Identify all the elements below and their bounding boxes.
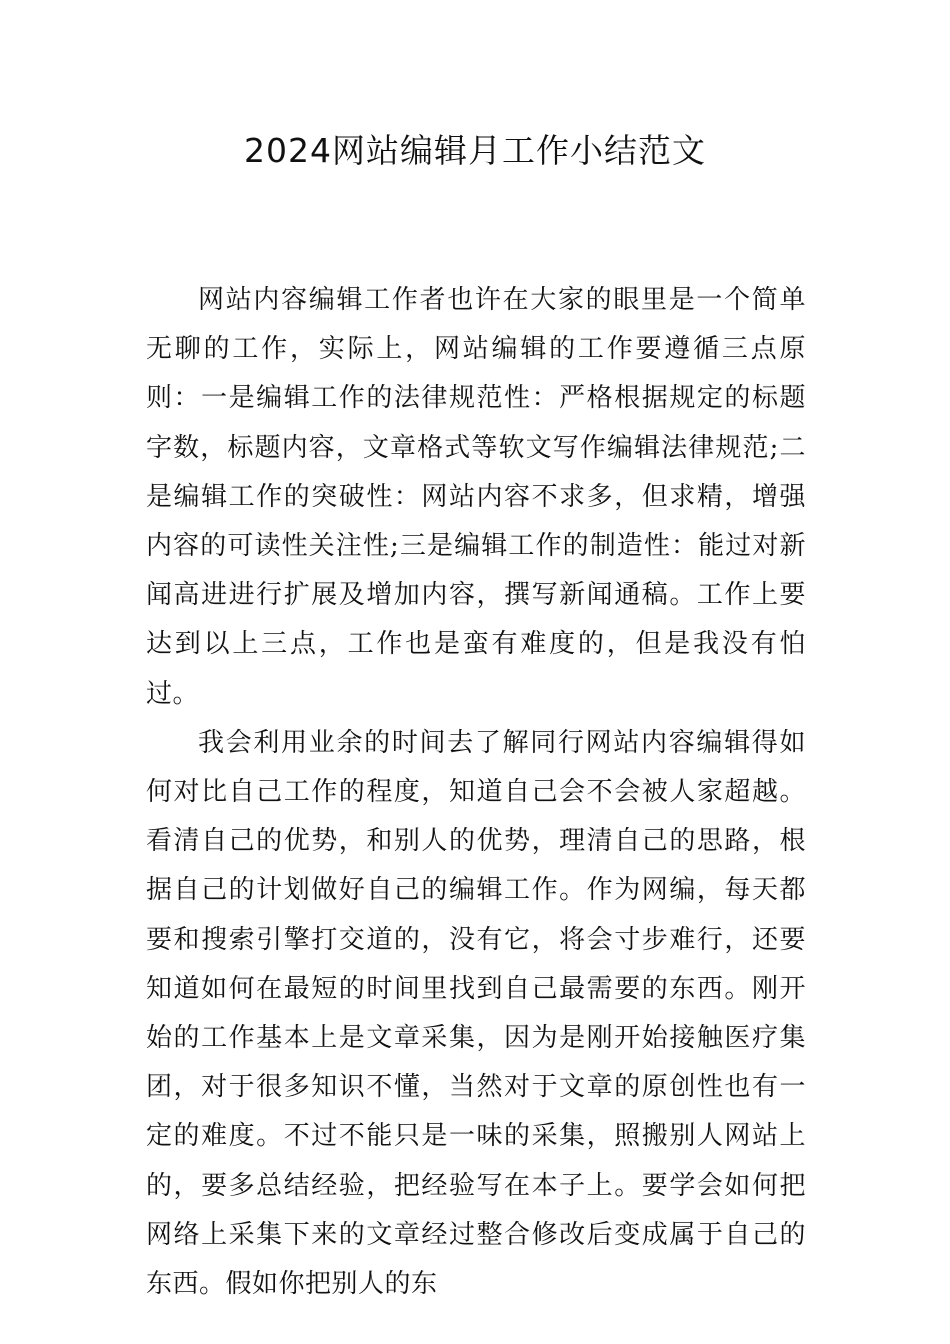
- paragraph-2: 我会利用业余的时间去了解同行网站内容编辑得如何对比自己工作的程度，知道自己会不会被人家超越。看清自己的优势，和别人的优势，理清自己的思路，根据自己的计划做好自己的编辑工作。作为网编，每天都要和搜索引擎打交道的，没有它，将会寸步难行，还要知道如何在最短的时间里找到自己最需要的东西。刚开始的工作基本上是文章采集，因为是刚开始接触医疗集团，对于很多知识不懂，当然对于文章的原创性也有一定的难度。不过不能只是一味的采集，照搬别人网站上的，要多总结经验，把经验写在本子上。要学会如何把网络上采集下来的文章经过整合修改后变成属于自己的东西。假如你把别人的东: [146, 727, 806, 1300]
- paragraph-1: 网站内容编辑工作者也许在大家的眼里是一个简单无聊的工作，实际上，网站编辑的工作要遵循三点原则：一是编辑工作的法律规范性：严格根据规定的标题字数，标题内容，文章格式等软文写作编辑法律规范;二是编辑工作的突破性：网站内容不求多，但求精，增强内容的可读性关注性;三是编辑工作的制造性：能过对新闻高进进行扩展及增加内容，撰写新闻通稿。工作上要达到以上三点，工作也是蛮有难度的，但是我没有怕过。: [146, 285, 806, 709]
- document-body: [146, 276, 806, 1309]
- document-title: 2024网站编辑月工作小结范文: [244, 131, 706, 170]
